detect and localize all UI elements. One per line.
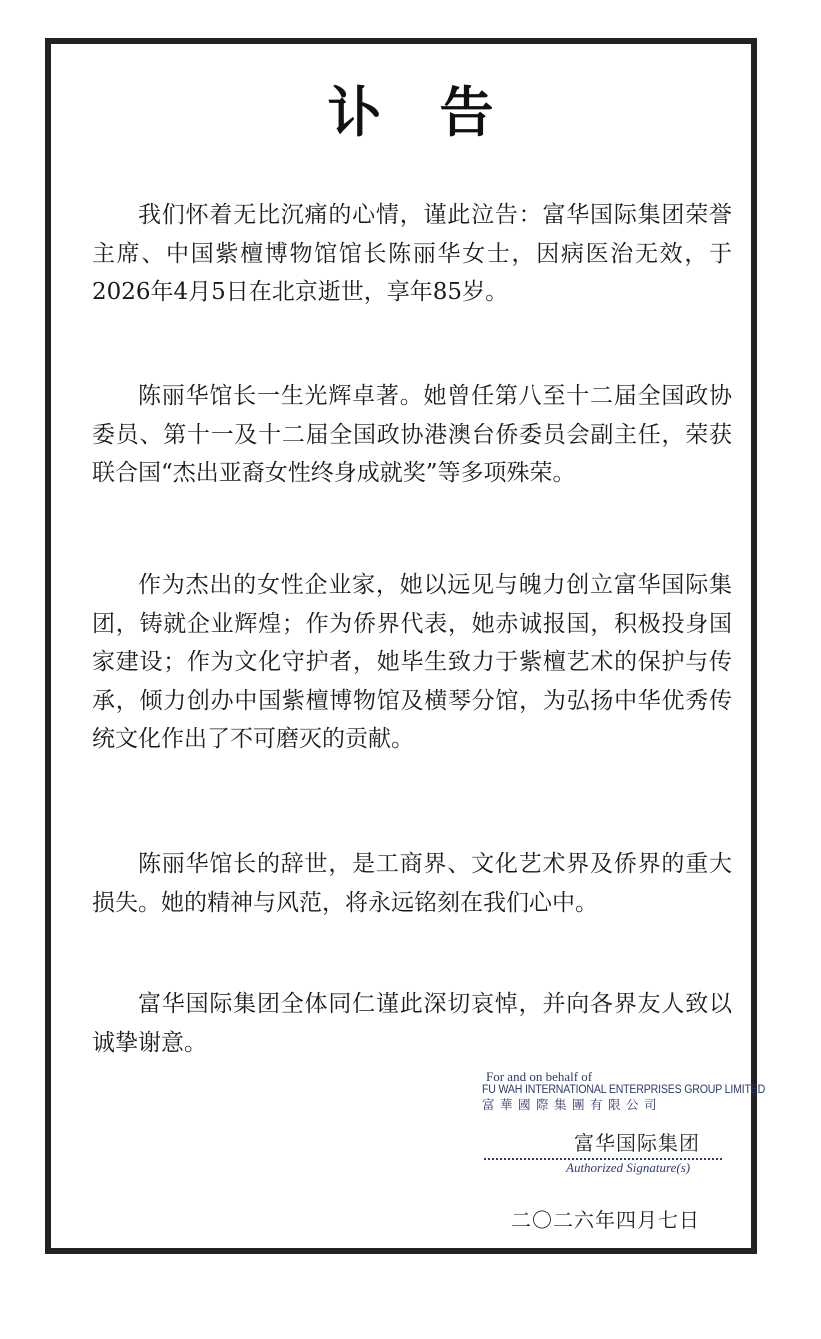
signature-text: 富华国际集团 xyxy=(574,1131,700,1155)
page-title: 讣告 xyxy=(327,81,552,144)
stamp-on-behalf: For and on behalf of xyxy=(486,1069,593,1084)
paragraph-loss: 陈丽华馆长的辞世，是工商界、文化艺术界及侨界的重大损失。她的精神与风范，将永远铭刻在我们心中。 xyxy=(92,851,732,916)
paragraph-announcement: 我们怀着无比沉痛的心情，谨此泣告：富华国际集团荣誉主席、中国紫檀博物馆馆长陈丽华女士，因病医治无效，于2026年4月5日在北京逝世，享年85岁。 xyxy=(92,202,732,305)
document-date: 二〇二六年四月七日 xyxy=(511,1208,700,1232)
signature-caption: Authorized Signature(s) xyxy=(566,1160,691,1175)
paragraph-contributions: 作为杰出的女性企业家，她以远见与魄力创立富华国际集团，铸就企业辉煌；作为侨界代表，她赤诚报国，积极投身国家建设；作为文化守护者，她毕生致力于紫檀艺术的保护与传承，倾力创办中国紫檀博物馆及横琴分馆，为弘扬中华优秀传统文化作出了不可磨灭的贡献。 xyxy=(92,572,732,752)
stamp-company-chinese: 富華國際集團有限公司 xyxy=(482,1097,663,1112)
stamp-company-english: FU WAH INTERNATIONAL ENTERPRISES GROUP LIMITED xyxy=(482,1084,766,1096)
paragraph-career: 陈丽华馆长一生光辉卓著。她曾任第八至十二届全国政协委员、第十一及十二届全国政协港澳台侨委员会副主任，荣获联合国“杰出亚裔女性终身成就奖”等多项殊荣。 xyxy=(92,383,732,486)
paragraph-condolence: 富华国际集团全体同仁谨此深切哀悼，并向各界友人致以诚挚谢意。 xyxy=(92,991,732,1056)
company-stamp xyxy=(482,1069,766,1113)
